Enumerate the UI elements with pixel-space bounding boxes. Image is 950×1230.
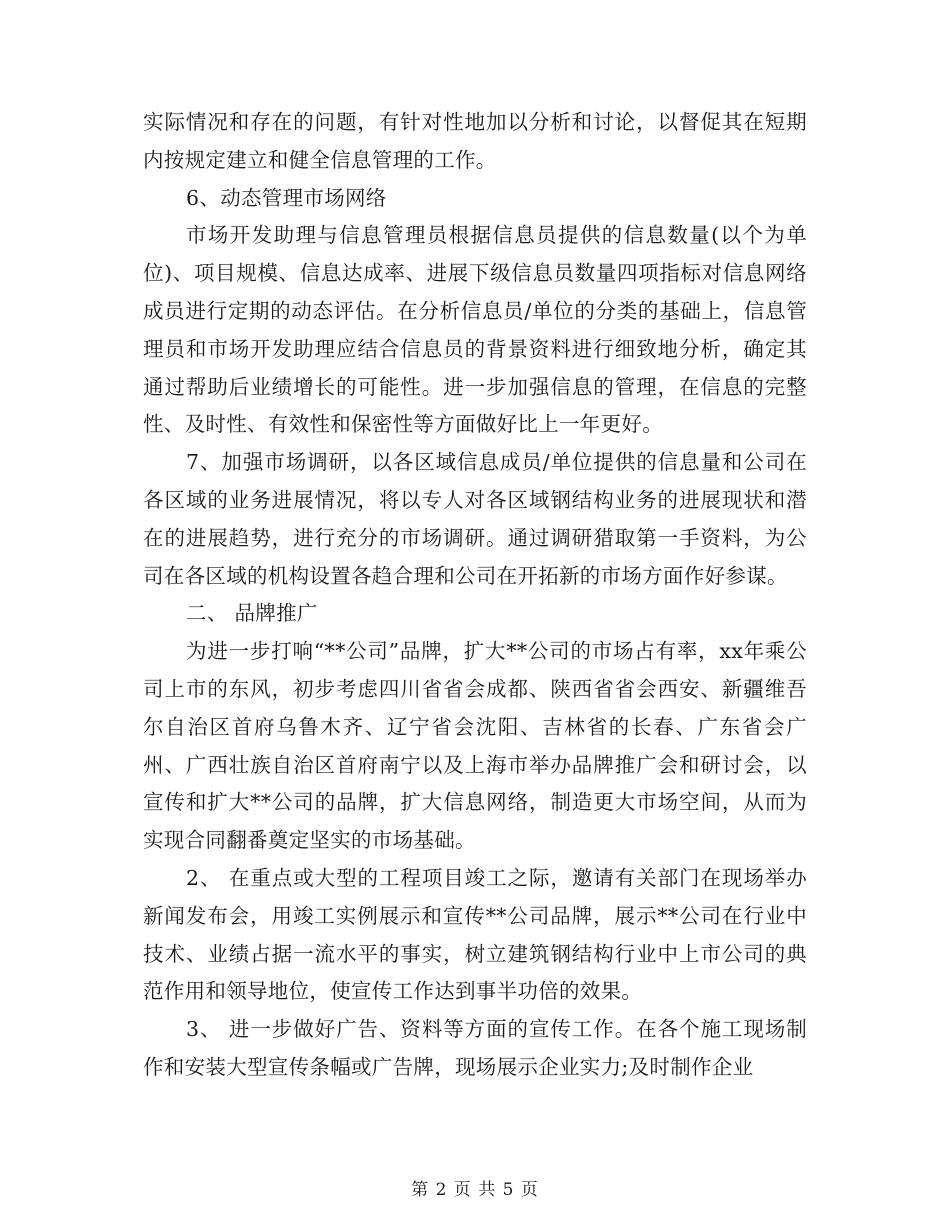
- paragraph: 3、 进一步做好广告、资料等方面的宣传工作。在各个施工现场制作和安装大型宣传条幅或广告牌，现场展示企业实力;及时制作企业: [143, 1017, 807, 1079]
- section-heading: 二、 品牌推广: [186, 601, 318, 626]
- paragraph: 实际情况和存在的问题，有针对性地加以分析和讨论，以督促其在短期内按规定建立和健全信息管理的工作。: [143, 110, 807, 172]
- paragraph: 7、加强市场调研，以各区域信息成员/单位提供的信息量和公司在各区域的业务进展情况，将以专人对各区域钢结构业务的进展现状和潜在的进展趋势，进行充分的市场调研。通过调研猎取第一手资料，为公司在各区域的机构设置各趋合理和公司在开拓新的市场方面作好参谋。: [143, 450, 807, 588]
- document-body: [143, 104, 807, 1087]
- section-heading: 6、动态管理市场网络: [186, 185, 387, 210]
- paragraph: 市场开发助理与信息管理员根据信息员提供的信息数量(以个为单位)、项目规模、信息达成率、进展下级信息员数量四项指标对信息网络成员进行定期的动态评估。在分析信息员/单位的分类的基础上，信息管理员和市场开发助理应结合信息员的背景资料进行细致地分析，确定其通过帮助后业绩增长的可能性。进一步加强信息的管理，在信息的完整性、及时性、有效性和保密性等方面做好比上一年更好。: [143, 223, 807, 437]
- paragraph: 为进一步打响“**公司”品牌，扩大**公司的市场占有率，xx年乘公司上市的东风，初步考虑四川省省会成都、陕西省省会西安、新疆维吾尔自治区首府乌鲁木齐、辽宁省会沈阳、吉林省的长春、广东省会广州、广西壮族自治区首府南宁以及上海市举办品牌推广会和研讨会，以宣传和扩大**公司的品牌，扩大信息网络，制造更大市场空间，从而为实现合同翻番奠定坚实的市场基础。: [143, 639, 807, 853]
- page-footer: 第 2 页 共 5 页: [411, 1180, 539, 1200]
- paragraph: 2、 在重点或大型的工程项目竣工之际，邀请有关部门在现场举办新闻发布会，用竣工实例展示和宣传**公司品牌，展示**公司在行业中技术、业绩占据一流水平的事实，树立建筑钢结构行业中上市公司的典范作用和领导地位，使宣传工作达到事半功倍的效果。: [143, 865, 807, 1004]
